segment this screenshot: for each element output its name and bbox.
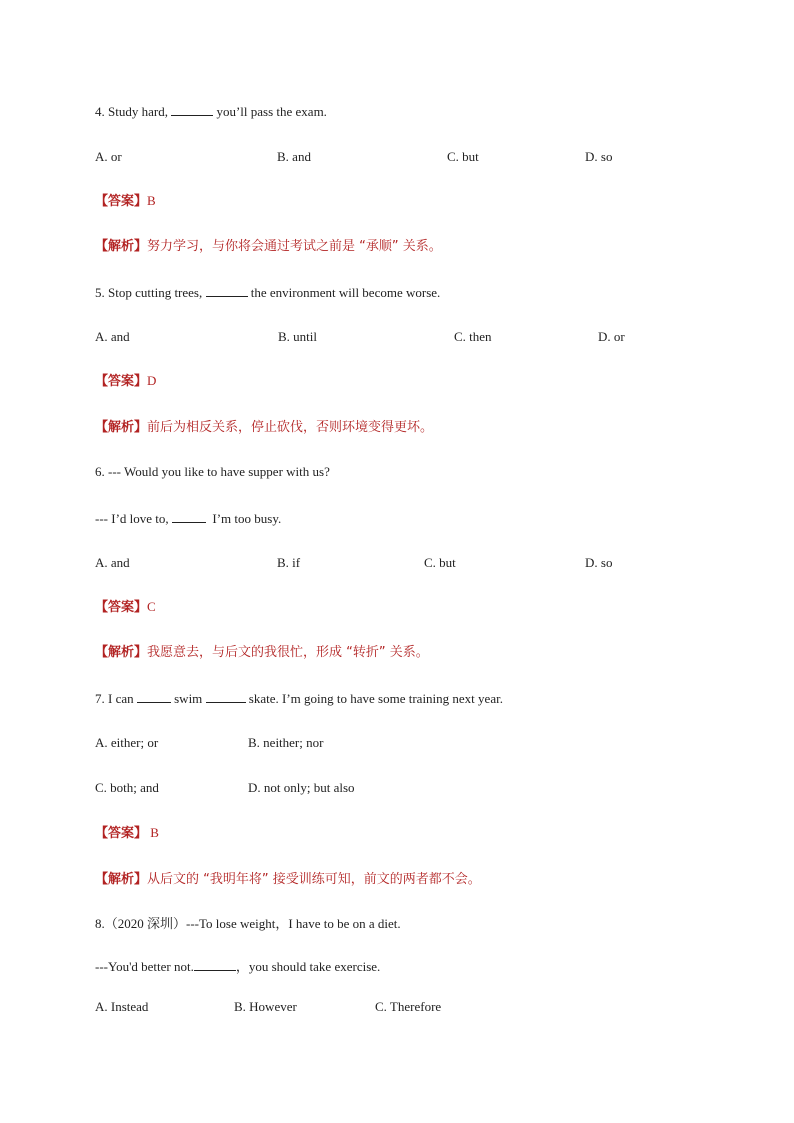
option-a: A. or bbox=[95, 149, 122, 164]
explanation-line: 【解析】从后文的 “我明年将” 接受训练可知，前文的两者都不会。 bbox=[95, 872, 481, 887]
option-d: D. not only; but also bbox=[248, 780, 355, 795]
answer-blank bbox=[172, 510, 206, 523]
option-a: A. either; or bbox=[95, 735, 159, 750]
answer-line: 【答案】C bbox=[95, 599, 156, 615]
answer-blank bbox=[137, 690, 171, 703]
question-6-reply: --- I’d love to, I’m too busy. bbox=[95, 511, 282, 526]
question-8-reply: ---You'd better not. ，you should take exercise. bbox=[95, 959, 381, 974]
explanation-line: 【解析】努力学习，与你将会通过考试之前是 “承顺” 关系。 bbox=[95, 239, 442, 254]
option-d: D. so bbox=[585, 149, 613, 164]
option-d: D. so bbox=[585, 555, 613, 570]
explanation-line: 【解析】我愿意去，与后文的我很忙，形成 “转折” 关系。 bbox=[95, 645, 429, 660]
answer-blank bbox=[206, 284, 248, 297]
answer-blank bbox=[194, 958, 236, 971]
answer-line: 【答案】 B bbox=[95, 825, 159, 841]
option-c: C. Therefore bbox=[375, 999, 442, 1014]
option-c: C. but bbox=[447, 149, 479, 164]
option-a: A. Instead bbox=[95, 999, 149, 1014]
answer-blank bbox=[206, 690, 246, 703]
option-a: A. and bbox=[95, 329, 130, 344]
answer-blank bbox=[171, 103, 213, 116]
explanation-line: 【解析】前后为相反关系，停止砍伐，否则环境变得更坏。 bbox=[95, 420, 434, 435]
option-b: B. and bbox=[277, 149, 311, 164]
answer-line: 【答案】D bbox=[95, 373, 157, 389]
answer-line: 【答案】B bbox=[95, 193, 156, 209]
option-b: B. if bbox=[277, 555, 301, 570]
option-c: C. then bbox=[454, 329, 492, 344]
option-b: B. However bbox=[234, 999, 297, 1014]
option-c: C. both; and bbox=[95, 780, 159, 795]
question-5-stem: 5. Stop cutting trees, the environment will become worse. bbox=[95, 285, 441, 300]
question-7-stem: 7. I can swim skate. I’m going to have some training next year. bbox=[95, 691, 503, 706]
option-c: C. but bbox=[424, 555, 456, 570]
option-b: B. neither; nor bbox=[248, 735, 324, 750]
question-6-stem: 6. --- Would you like to have supper with us? bbox=[95, 464, 330, 479]
option-d: D. or bbox=[598, 329, 625, 344]
option-b: B. until bbox=[278, 329, 318, 344]
question-4-stem: 4. Study hard, you’ll pass the exam. bbox=[95, 104, 327, 119]
option-a: A. and bbox=[95, 555, 130, 570]
question-8-stem: 8.（2020 深圳）---To lose weight，I have to be on a diet. bbox=[95, 916, 401, 931]
